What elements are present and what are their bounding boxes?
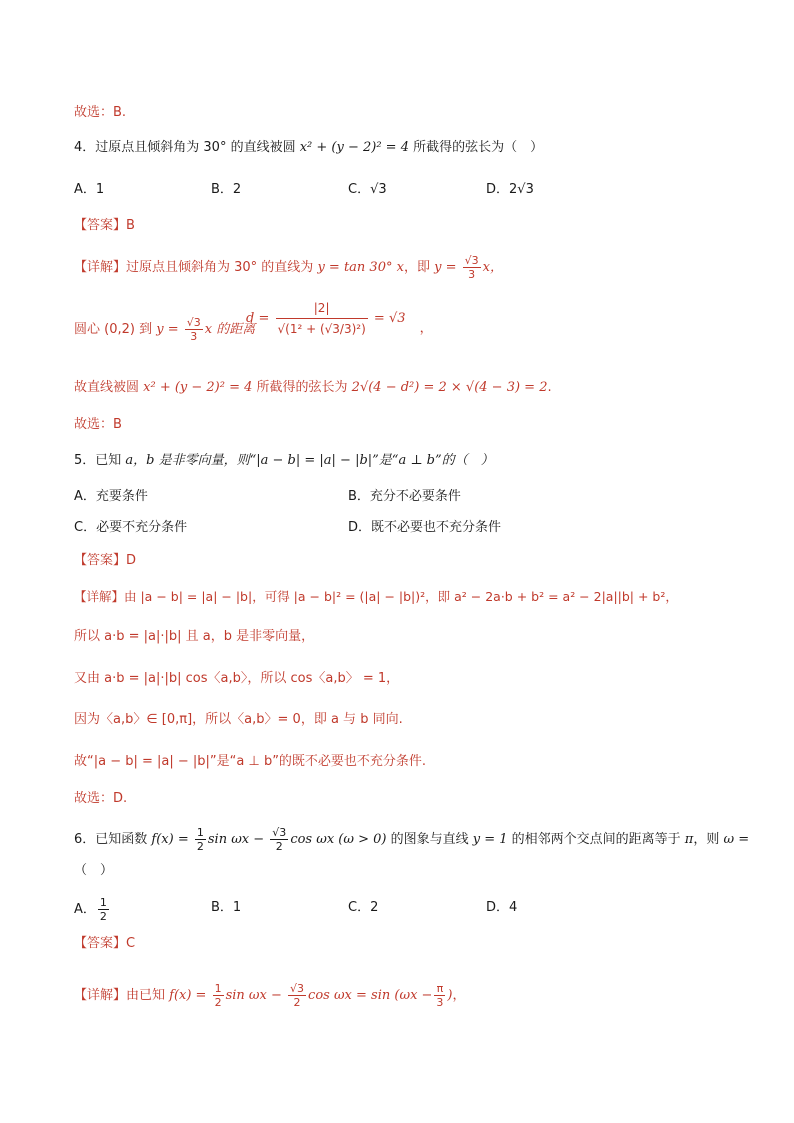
q5-option-b: B．充分不必要条件 xyxy=(348,489,461,504)
q4-detail-1: 【详解】过原点且倾斜角为 30° 的直线为 y = tan 30° x，即 y = $\frac{√3}{3}$ x， xyxy=(74,254,503,281)
q6-option-a: A． $\frac{1}{2}$ xyxy=(74,896,107,923)
q6-option-b: B．1 xyxy=(211,900,242,915)
q4-option-d: D．2√3 xyxy=(486,182,534,197)
q4-answer: 【答案】B xyxy=(74,218,135,233)
q5-detail-4: 因为〈a,b〉∈ [0,π]，所以〈a,b〉= 0，即 a 与 b 同向. xyxy=(74,712,403,727)
question-5-stem: 5．已知 a，b 是非零向量，则“|a − b| = |a| − |b|”是“a ⊥ b”的（ ） xyxy=(74,453,494,468)
q6-answer: 【答案】C xyxy=(74,936,136,951)
q4-conclusion: 故选：B xyxy=(74,417,122,432)
q4-detail-2: 圆心 (0,2) 到 y = $\frac{√3}{3}$ x 的距离 xyxy=(74,316,256,343)
q5-answer: 【答案】D xyxy=(74,553,137,568)
q5-detail-2: 所以 a·b = |a|·|b| 且 a，b 是非零向量， xyxy=(74,629,315,644)
q6-option-d: D．4 xyxy=(486,900,518,915)
q5-conclusion: 故选：D. xyxy=(74,791,128,806)
q5-option-d: D．既不必要也不充分条件 xyxy=(348,520,502,535)
q5-option-a: A．充要条件 xyxy=(74,489,148,504)
q6-detail-1: 【详解】由已知 f(x) = $\frac{1}{2}$ sin ωx − $\frac{√3}{2}$ cos ωx = sin (ωx − $\frac{\pi}{3}$ )， xyxy=(74,982,466,1009)
q4-distance-formula: d = $\frac{|2|}{\text{√(1² + (√3/3)²)}}$ = √3 ， xyxy=(246,298,423,339)
question-6-stem: 6．已知函数 f(x) = $\frac{1}{2}$ sin ωx − $\frac{√3}{2}$ cos ωx (ω > 0) 的图象与直线 y = 1 的相邻两个交点间的距离等于 π，则 ω = xyxy=(74,826,750,853)
q4-option-c: C．√3 xyxy=(348,182,387,197)
question-6-bracket: （ ） xyxy=(74,863,114,878)
q6-option-c: C．2 xyxy=(348,900,379,915)
q4-option-b: B．2 xyxy=(211,182,242,197)
q5-detail-1: 【详解】由 |a − b| = |a| − |b|，可得 |a − b|² = (|a| − |b|)²，即 a² − 2a·b + b² = a² − 2|a||b| + b²， xyxy=(74,589,678,604)
q5-detail-3: 又由 a·b = |a|·|b| cos〈a,b〉，所以 cos〈a,b〉 = 1， xyxy=(74,671,400,686)
q5-option-c: C．必要不充分条件 xyxy=(74,520,188,535)
answer-choice-line: 故选：B. xyxy=(74,105,127,120)
question-4-stem: 4．过原点且倾斜角为 30° 的直线被圆 x² + (y − 2)² = 4 所截得的弦长为（ ） xyxy=(74,140,544,155)
q5-detail-5: 故“|a − b| = |a| − |b|”是“a ⊥ b”的既不必要也不充分条件. xyxy=(74,754,427,769)
q4-option-a: A．1 xyxy=(74,182,105,197)
q4-detail-3: 故直线被圆 x² + (y − 2)² = 4 所截得的弦长为 2√(4 − d²) = 2 × √(4 − 3) = 2. xyxy=(74,380,552,395)
